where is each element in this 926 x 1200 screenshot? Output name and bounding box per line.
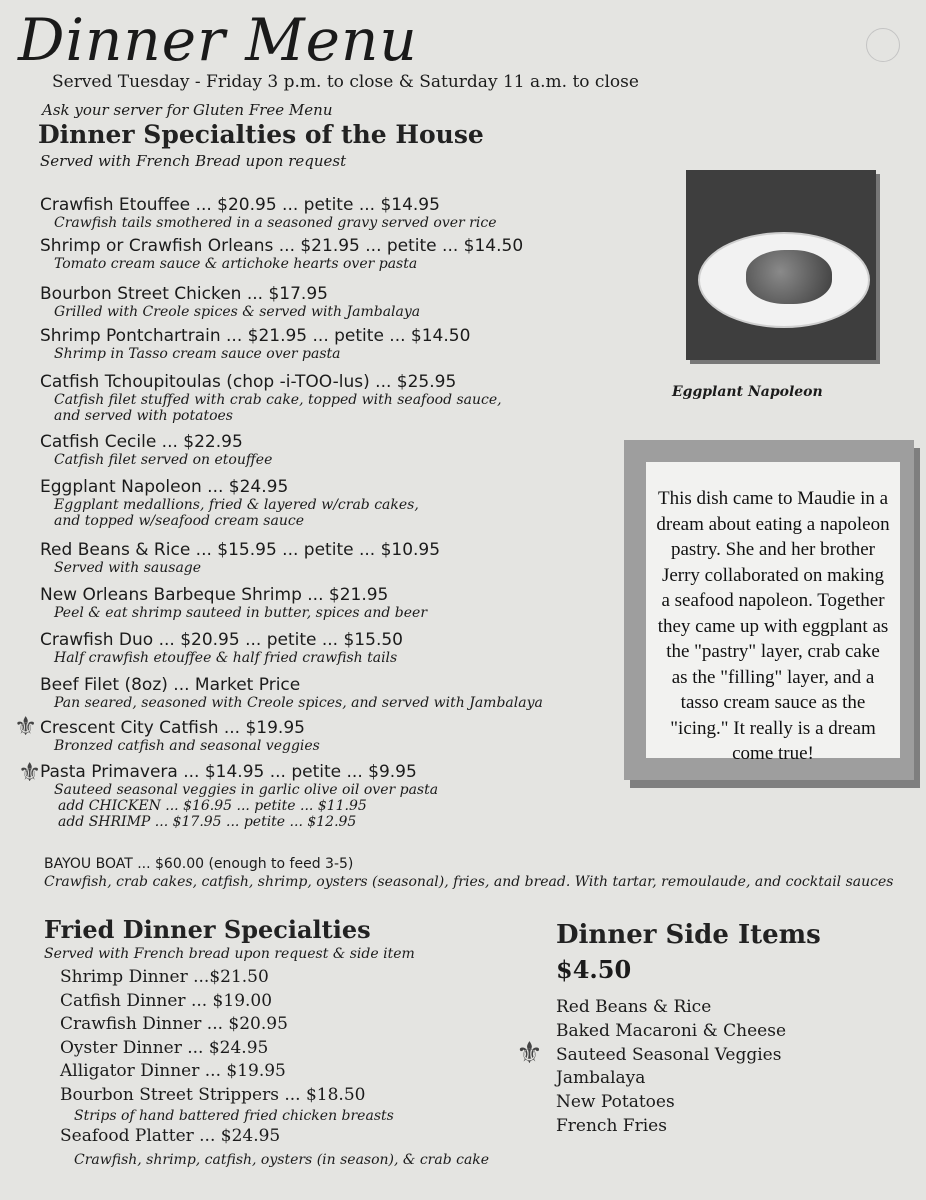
side-item: Red Beans & Rice bbox=[556, 997, 712, 1017]
photo-caption: Eggplant Napoleon bbox=[672, 384, 823, 400]
menu-item-desc: Shrimp in Tasso cream sauce over pasta bbox=[54, 346, 341, 362]
fleur-de-lis-icon: ⚜ bbox=[18, 758, 42, 788]
fried-item: Oyster Dinner ... $24.95 bbox=[60, 1037, 269, 1058]
fleur-de-lis-icon: ⚜ bbox=[516, 1036, 543, 1071]
fried-item-desc: Crawfish, shrimp, catfish, oysters (in season), & crab cake bbox=[74, 1151, 490, 1168]
menu-item bbox=[40, 478, 600, 529]
menu-item-name: Shrimp Pontchartrain ... $21.95 ... petite ... $14.50 bbox=[40, 326, 471, 346]
menu-item-name: Pasta Primavera ... $14.95 ... petite ... $9.95 bbox=[40, 762, 417, 782]
sides-title: Dinner Side Items bbox=[556, 920, 821, 950]
fried-subtitle: Served with French bread upon request & side item bbox=[44, 946, 415, 962]
menu-item-name: Red Beans & Rice ... $15.95 ... petite ... $10.95 bbox=[40, 540, 441, 560]
fried-item: Alligator Dinner ... $19.95 bbox=[60, 1061, 286, 1081]
menu-item-name: Bourbon Street Chicken ... $17.95 bbox=[40, 284, 328, 304]
menu-item bbox=[40, 196, 600, 231]
sides-price: $4.50 bbox=[556, 955, 632, 984]
menu-item-desc: Crawfish tails smothered in a seasoned gravy served over rice bbox=[54, 215, 497, 231]
menu-item-desc: Served with sausage bbox=[54, 560, 202, 576]
story-box bbox=[624, 440, 914, 780]
side-item: Sauteed Seasonal Veggies bbox=[556, 1044, 782, 1065]
plate-image bbox=[698, 232, 870, 328]
menu-item-name: Crescent City Catfish ... $19.95 bbox=[40, 718, 305, 738]
menu-item-desc: Catfish filet served on etouffee bbox=[54, 452, 273, 468]
bayou-boat-title: BAYOU BOAT ... $60.00 (enough to feed 3-5) bbox=[44, 856, 354, 872]
menu-item bbox=[40, 719, 600, 754]
menu-item-name: Catfish Tchoupitoulas (chop -i-TOO-lus) ... $25.95 bbox=[40, 372, 457, 392]
menu-item-name: Beef Filet (8oz) ... Market Price bbox=[40, 675, 301, 695]
menu-item bbox=[40, 327, 600, 362]
specialties-subtitle: Served with French Bread upon request bbox=[40, 152, 347, 170]
menu-item-desc: Eggplant medallions, fried & layered w/crab cakes, bbox=[54, 497, 419, 513]
menu-item-name: Crawfish Duo ... $20.95 ... petite ... $15.50 bbox=[40, 630, 403, 650]
story-text: This dish came to Maudie in a dream about eating a napoleon pastry. She and her brother Jerry collaborated on making a seafood napoleon. Together they came up with eggplant as the "pastry" layer, crab cake as the "filling" layer, and a tasso cream sauce as the "icing." It really is a dream come true! bbox=[646, 462, 900, 758]
side-item: French Fries bbox=[556, 1115, 667, 1136]
menu-item-addon: add SHRIMP ... $17.95 ... petite ... $12.95 bbox=[58, 814, 357, 830]
fried-item: Seafood Platter ... $24.95 bbox=[60, 1126, 281, 1146]
menu-item bbox=[40, 676, 600, 711]
page-title: Dinner Menu bbox=[18, 6, 418, 74]
side-item: New Potatoes bbox=[556, 1092, 675, 1113]
gluten-free-note: Ask your server for Gluten Free Menu bbox=[42, 101, 333, 119]
dish-photo bbox=[686, 170, 876, 360]
menu-item-desc-cont: and served with potatoes bbox=[54, 408, 233, 424]
menu-item-desc: Grilled with Creole spices & served with Jambalaya bbox=[54, 304, 421, 320]
menu-item bbox=[40, 631, 600, 666]
side-item: Baked Macaroni & Cheese bbox=[556, 1020, 787, 1041]
menu-item bbox=[40, 373, 600, 424]
menu-item-name: New Orleans Barbeque Shrimp ... $21.95 bbox=[40, 585, 389, 605]
menu-item-desc: Half crawfish etouffee & half fried crawfish tails bbox=[54, 650, 398, 666]
menu-item bbox=[40, 285, 600, 320]
paper-stain bbox=[866, 28, 900, 62]
fried-item-desc: Strips of hand battered fried chicken breasts bbox=[74, 1108, 394, 1124]
specialties-title: Dinner Specialties of the House bbox=[38, 120, 484, 149]
menu-item-addon: add CHICKEN ... $16.95 ... petite ... $11.95 bbox=[58, 798, 367, 814]
menu-item bbox=[40, 433, 600, 468]
menu-item-desc-cont: and topped w/seafood cream sauce bbox=[54, 513, 304, 529]
fried-list bbox=[60, 966, 540, 1169]
fried-item: Catfish Dinner ... $19.00 bbox=[60, 990, 273, 1011]
menu-item bbox=[40, 586, 600, 621]
food-image bbox=[746, 250, 832, 304]
fleur-de-lis-icon: ⚜ bbox=[14, 712, 38, 742]
service-hours: Served Tuesday - Friday 3 p.m. to close & Saturday 11 a.m. to close bbox=[52, 72, 639, 92]
fried-item: Shrimp Dinner ...$21.50 bbox=[60, 967, 269, 987]
fried-item: Bourbon Street Strippers ... $18.50 bbox=[60, 1084, 366, 1105]
menu-item bbox=[40, 237, 600, 272]
menu-item-desc: Tomato cream sauce & artichoke hearts over pasta bbox=[54, 256, 418, 272]
menu-item-name: Shrimp or Crawfish Orleans ... $21.95 ... petite ... $14.50 bbox=[40, 236, 524, 256]
fried-title: Fried Dinner Specialties bbox=[44, 915, 371, 944]
menu-item-desc: Bronzed catfish and seasonal veggies bbox=[54, 738, 320, 754]
menu-item-desc: Pan seared, seasoned with Creole spices, and served with Jambalaya bbox=[54, 695, 543, 711]
bayou-boat-desc: Crawfish, crab cakes, catfish, shrimp, oysters (seasonal), fries, and bread. With tartar, remoulaude, and cocktail sauces bbox=[44, 874, 894, 890]
menu-item-name: Crawfish Etouffee ... $20.95 ... petite ... $14.95 bbox=[40, 195, 440, 215]
sides-list bbox=[556, 996, 896, 1139]
menu-item-name: Catfish Cecile ... $22.95 bbox=[40, 432, 243, 452]
menu-item-desc: Catfish filet stuffed with crab cake, topped with seafood sauce, bbox=[54, 392, 502, 408]
menu-item bbox=[40, 763, 600, 830]
menu-item-desc: Peel & eat shrimp sauteed in butter, spices and beer bbox=[54, 605, 428, 621]
fried-item: Crawfish Dinner ... $20.95 bbox=[60, 1014, 288, 1034]
side-item: Jambalaya bbox=[556, 1068, 646, 1089]
menu-item-desc: Sauteed seasonal veggies in garlic olive oil over pasta bbox=[54, 782, 439, 798]
menu-item-name: Eggplant Napoleon ... $24.95 bbox=[40, 477, 289, 497]
menu-item bbox=[40, 541, 600, 576]
